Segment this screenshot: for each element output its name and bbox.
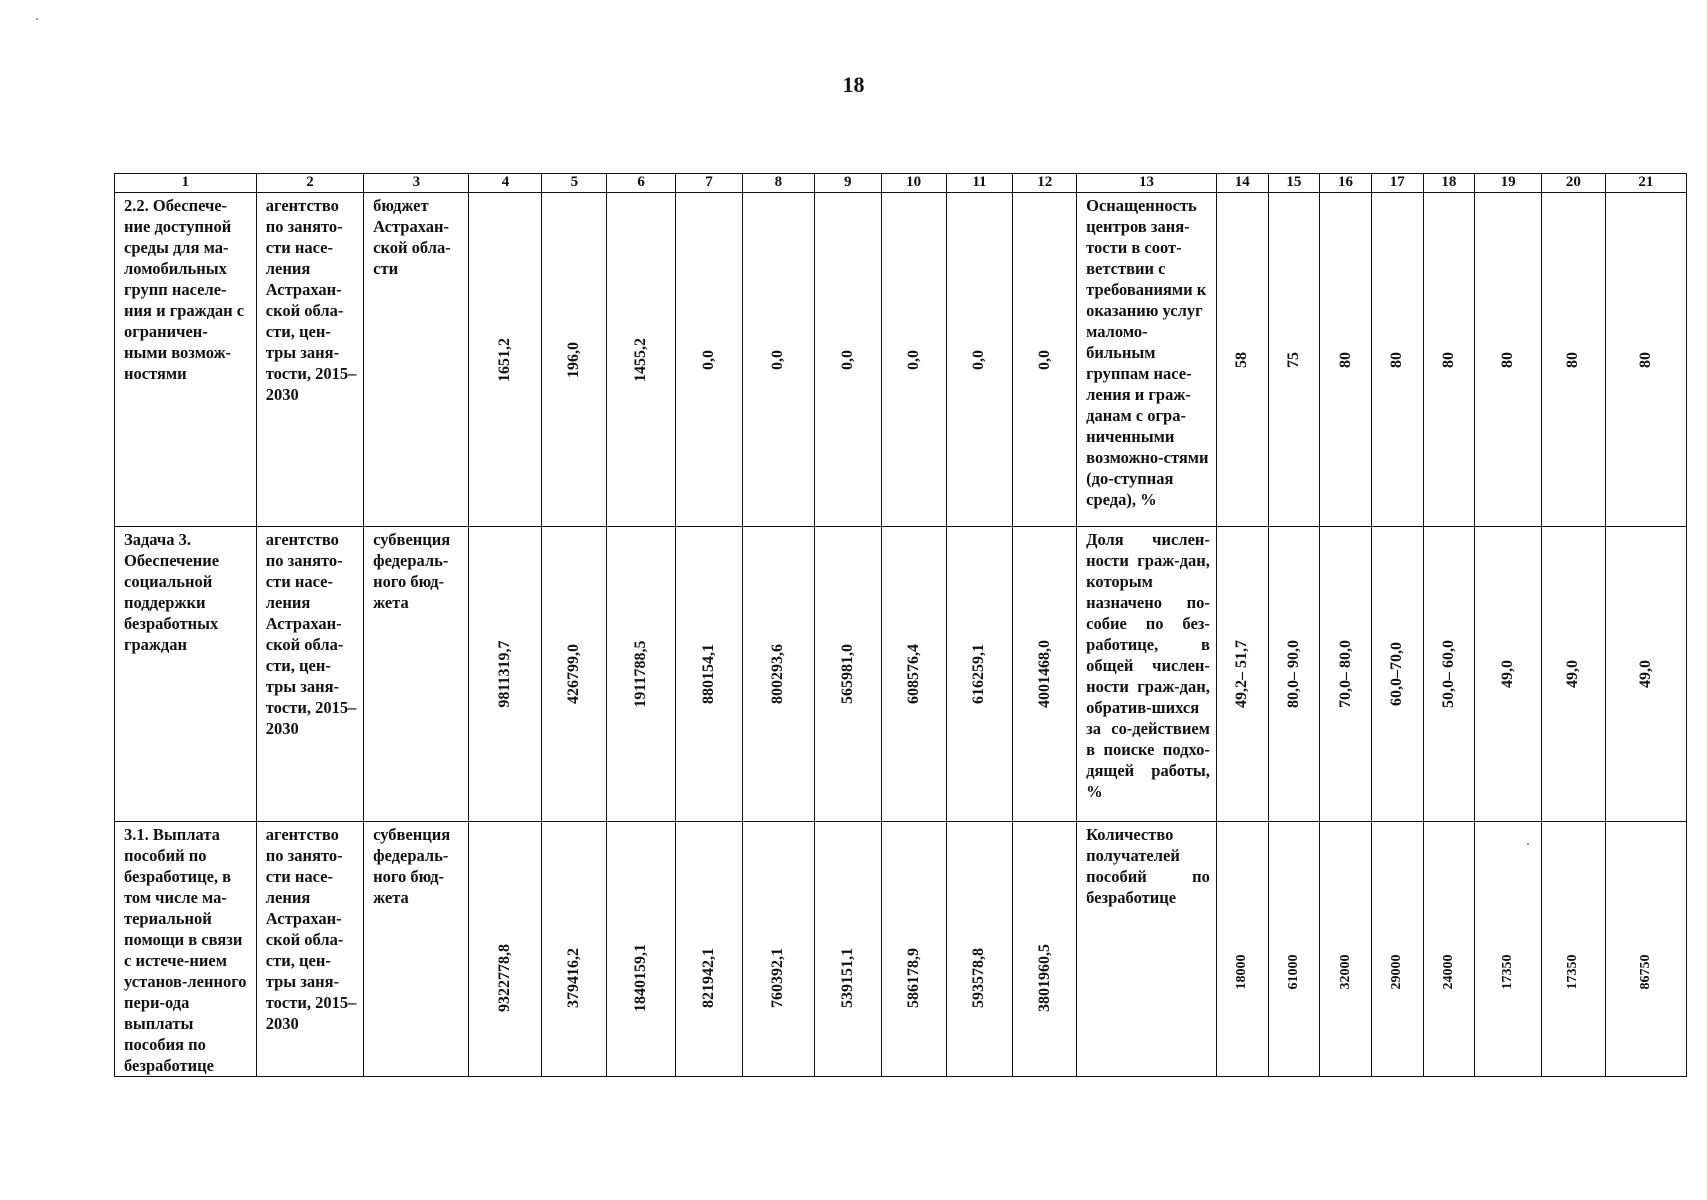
executor: агентство по занято-сти насе-ления Астрахан-ской обла-сти, цен-тры заня-тости, 2015–2030 (265, 825, 357, 1033)
finance-value: 760392,1 (769, 948, 787, 1008)
indicator-text: Доля числен-ности граж-дан, которым назначено по-собие по без-работице, в общей числен-ности граж-дан, обратив-шихся за со-действием в поиске подхо-дящей работы, % (1086, 530, 1210, 801)
column-number: 7 (676, 174, 743, 193)
target-cell (1542, 822, 1606, 1077)
target-cell (1605, 822, 1686, 1077)
finance-cell (607, 822, 676, 1077)
finance-cell (676, 527, 743, 822)
measure-name: 2.2. Обеспече-ние доступной среды для ма-ломобильных групп населе-ния и граждан с ограничен-ными возмож-ностями (124, 196, 245, 383)
indicator-cell (1077, 527, 1217, 822)
finance-cell (469, 527, 542, 822)
program-table (114, 173, 1687, 1077)
target-cell (1475, 193, 1542, 527)
finance-value: 0,0 (769, 349, 787, 370)
target-value: 49,0 (1499, 660, 1517, 688)
measure-name: Задача 3. Обеспечение социальной поддержки безработных граждан (124, 530, 220, 654)
target-cell (1216, 822, 1268, 1077)
target-value: 80 (1336, 351, 1354, 368)
finance-cell (676, 822, 743, 1077)
executor-cell (256, 193, 363, 527)
column-number: 8 (742, 174, 814, 193)
finance-cell (881, 822, 946, 1077)
target-cell (1268, 193, 1320, 527)
executor: агентство по занято-сти насе-ления Астрахан-ской обла-сти, цен-тры заня-тости, 2015–2030 (265, 196, 357, 404)
finance-value: 0,0 (970, 349, 988, 370)
finance-value: 3801960,5 (1035, 944, 1053, 1012)
source-cell (364, 193, 469, 527)
finance-value: 9811319,7 (496, 640, 514, 708)
finance-value: 586178,9 (904, 948, 922, 1008)
finance-value: 1455,2 (632, 337, 650, 382)
column-number: 21 (1605, 174, 1686, 193)
column-number: 16 (1320, 174, 1372, 193)
target-cell (1423, 822, 1475, 1077)
column-number: 12 (1013, 174, 1077, 193)
finance-cell (469, 193, 542, 527)
finance-value: 0,0 (838, 349, 856, 370)
target-value: 70,0– 80,0 (1336, 640, 1354, 708)
column-number: 2 (256, 174, 363, 193)
indicator-text: Оснащенность центров заня-тости в соот-ветствии с требованиями к оказанию услуг маломо-бильным группам насе-ления и граж-данам с огра-ниченными возможно-стями (до-ступная среда), % (1086, 196, 1209, 509)
target-value: 61000 (1285, 954, 1301, 990)
finance-cell (814, 193, 881, 527)
column-number: 3 (364, 174, 469, 193)
finance-value: 379416,2 (565, 948, 583, 1008)
target-cell (1605, 193, 1686, 527)
finance-cell (814, 822, 881, 1077)
finance-value: 1911788,5 (632, 640, 650, 708)
measure-name: 3.1. Выплата пособий по безработице, в том числе ма-териальной помощи в связи с истече-нием установ-ленного пери-ода выплаты пособия по безработице (124, 825, 247, 1075)
target-value: 75 (1284, 351, 1302, 368)
funding-source: субвенция федераль-ного бюд-жета (373, 530, 451, 612)
target-value: 24000 (1440, 954, 1456, 990)
scan-speck (36, 18, 38, 20)
target-cell (1605, 527, 1686, 822)
target-cell (1268, 527, 1320, 822)
source-cell (364, 527, 469, 822)
page-number: 18 (842, 72, 865, 97)
finance-value: 4001468,0 (1035, 640, 1053, 708)
finance-value: 0,0 (1035, 349, 1053, 370)
finance-value: 0,0 (700, 349, 718, 370)
funding-source: субвенция федераль-ного бюд-жета (373, 825, 451, 907)
finance-cell (742, 193, 814, 527)
finance-cell (469, 822, 542, 1077)
executor-cell (256, 822, 363, 1077)
target-value: 58 (1233, 351, 1251, 368)
column-number: 18 (1423, 174, 1475, 193)
indicator-text: Количество получателей пособий по безработице (1086, 825, 1210, 907)
finance-value: 800293,6 (769, 644, 787, 704)
column-number: 19 (1475, 174, 1542, 193)
target-cell (1320, 193, 1372, 527)
target-value: 29000 (1389, 954, 1405, 990)
target-cell (1216, 527, 1268, 822)
measure-name-cell (115, 193, 257, 527)
target-value: 49,0 (1564, 660, 1582, 688)
target-cell (1423, 193, 1475, 527)
target-value: 49,0 (1636, 660, 1654, 688)
target-value: 32000 (1337, 954, 1353, 990)
source-cell (364, 822, 469, 1077)
target-cell (1475, 822, 1542, 1077)
finance-cell (881, 193, 946, 527)
indicator-cell (1077, 822, 1217, 1077)
finance-value: 565981,0 (838, 644, 856, 704)
finance-cell (607, 527, 676, 822)
target-value: 80 (1499, 351, 1517, 368)
column-number: 5 (542, 174, 607, 193)
finance-cell (607, 193, 676, 527)
executor-cell (256, 527, 363, 822)
finance-cell (1013, 527, 1077, 822)
column-number: 11 (946, 174, 1013, 193)
finance-value: 593578,8 (970, 948, 988, 1008)
column-number: 10 (881, 174, 946, 193)
executor: агентство по занято-сти насе-ления Астрахан-ской обла-сти, цен-тры заня-тости, 2015–2030 (265, 530, 357, 738)
column-number: 9 (814, 174, 881, 193)
finance-cell (881, 527, 946, 822)
target-value: 50,0– 60,0 (1439, 640, 1457, 708)
target-value: 17350 (1500, 954, 1516, 990)
target-value: 60,0–70,0 (1388, 642, 1406, 706)
target-value: 18000 (1234, 954, 1250, 990)
finance-value: 1651,2 (496, 337, 514, 382)
target-cell (1320, 822, 1372, 1077)
target-cell (1268, 822, 1320, 1077)
column-number: 1 (115, 174, 257, 193)
finance-cell (946, 193, 1013, 527)
indicator-cell (1077, 193, 1217, 527)
finance-cell (1013, 822, 1077, 1077)
funding-source: бюджет Астрахан-ской обла-сти (373, 196, 451, 278)
finance-value: 880154,1 (700, 644, 718, 704)
target-cell (1475, 527, 1542, 822)
column-number: 15 (1268, 174, 1320, 193)
target-value: 80 (1564, 351, 1582, 368)
finance-cell (742, 822, 814, 1077)
table-row (115, 193, 1687, 527)
finance-cell (814, 527, 881, 822)
finance-cell (946, 822, 1013, 1077)
finance-cell (1013, 193, 1077, 527)
column-number: 17 (1371, 174, 1423, 193)
finance-value: 1840159,1 (632, 944, 650, 1012)
column-number: 20 (1542, 174, 1606, 193)
target-value: 80 (1388, 351, 1406, 368)
finance-value: 0,0 (904, 349, 922, 370)
finance-value: 9322778,8 (496, 944, 514, 1012)
column-number-row (115, 174, 1687, 193)
finance-value: 616259,1 (970, 644, 988, 704)
target-cell (1320, 527, 1372, 822)
target-value: 80 (1439, 351, 1457, 368)
finance-cell (742, 527, 814, 822)
target-cell (1423, 527, 1475, 822)
table-row (115, 527, 1687, 822)
target-value: 17350 (1565, 954, 1581, 990)
target-cell (1542, 193, 1606, 527)
target-cell (1371, 822, 1423, 1077)
column-number: 4 (469, 174, 542, 193)
table-row (115, 822, 1687, 1077)
finance-value: 821942,1 (700, 948, 718, 1008)
finance-value: 196,0 (565, 341, 583, 378)
finance-cell (676, 193, 743, 527)
finance-value: 608576,4 (904, 644, 922, 704)
column-number: 14 (1216, 174, 1268, 193)
target-cell (1371, 193, 1423, 527)
finance-cell (542, 822, 607, 1077)
target-cell (1216, 193, 1268, 527)
target-value: 80,0– 90,0 (1284, 640, 1302, 708)
column-number: 13 (1077, 174, 1217, 193)
finance-cell (946, 527, 1013, 822)
target-value: 49,2– 51,7 (1233, 640, 1251, 708)
finance-cell (542, 193, 607, 527)
target-cell (1371, 527, 1423, 822)
finance-value: 426799,0 (565, 644, 583, 704)
column-number: 6 (607, 174, 676, 193)
target-value: 86750 (1637, 954, 1653, 990)
measure-name-cell (115, 822, 257, 1077)
finance-value: 539151,1 (838, 948, 856, 1008)
target-value: 80 (1636, 351, 1654, 368)
target-cell (1542, 527, 1606, 822)
finance-cell (542, 527, 607, 822)
measure-name-cell (115, 527, 257, 822)
